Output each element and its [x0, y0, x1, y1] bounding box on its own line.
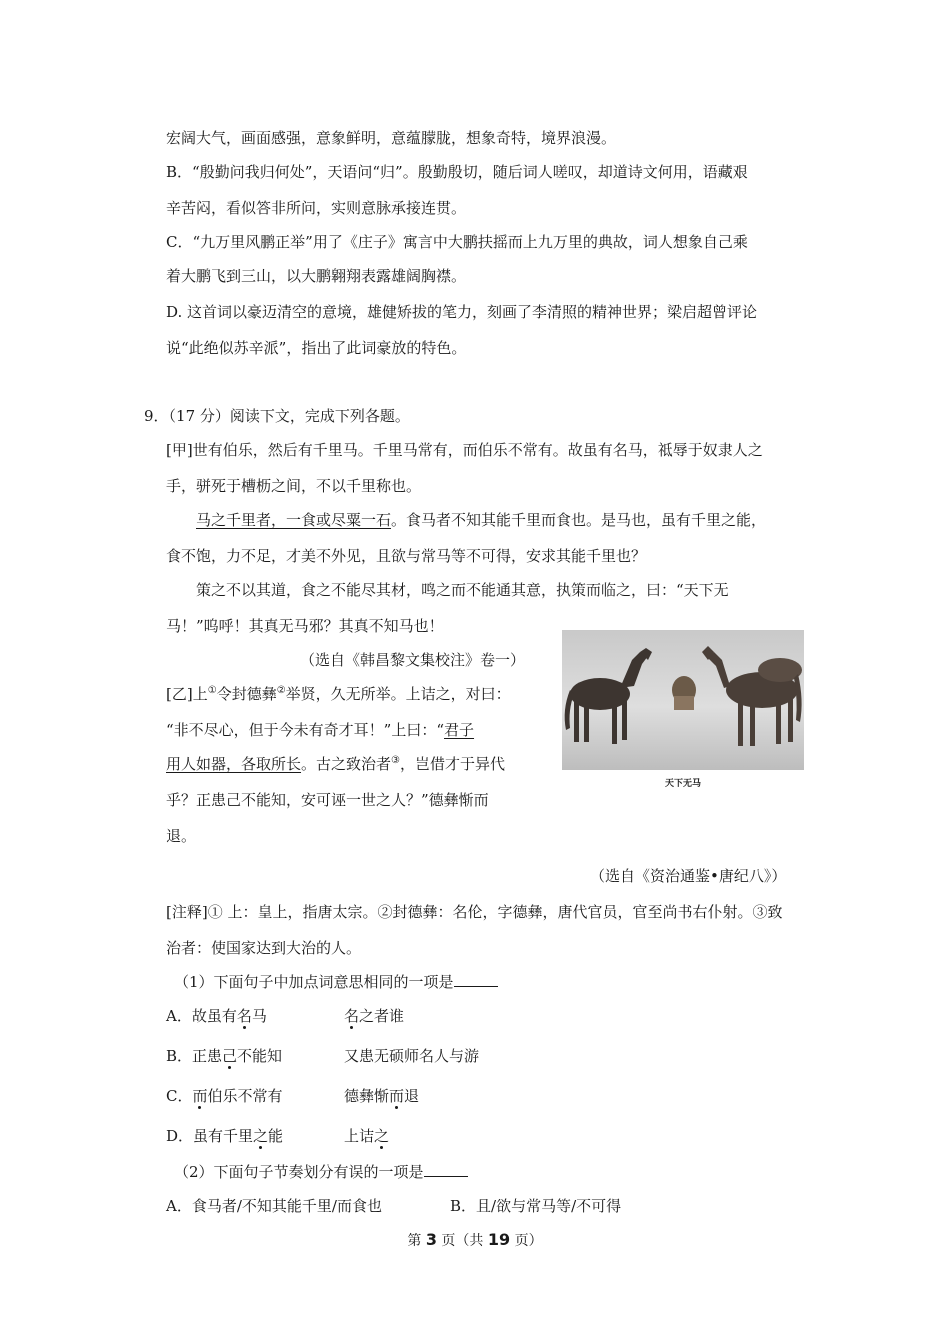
jia-source: （选自《韩昌黎文集校注》卷一） — [300, 651, 526, 669]
sub1-d-left-post: 能 — [268, 1127, 284, 1145]
sub1-a-left-post: 马 — [251, 1007, 267, 1025]
sub2-stem-text: （2）下面句子节奏划分有误的一项是 — [174, 1163, 424, 1181]
jia-para2-rest: 。食马者不知其能千里而食也。是马也，虽有千里之能， — [391, 511, 767, 529]
sub1-option-c-right — [344, 1086, 419, 1106]
sub1-option-d-right — [344, 1126, 389, 1146]
q8-option-c-line2: 着大鹏飞到三山，以大鹏翱翔表露雄阔胸襟。 — [166, 267, 467, 285]
yi-line4: 乎？正患己不能知，安可诬一世之人？”德彝惭而 — [166, 791, 489, 809]
yi-line3-c: ，岂借才于异代 — [400, 755, 506, 773]
q8-option-a-cont: 宏阔大气，画面感强，意象鲜明，意蕴朦胧，想象奇特，境界浪漫。 — [166, 129, 617, 147]
sub1-b-right-pre: 又患无硕师名人与游 — [344, 1047, 480, 1065]
jia-para1-line2: 手，骈死于槽枥之间，不以千里称也。 — [166, 477, 422, 495]
sub1-b-left-post: 不能知 — [237, 1047, 283, 1065]
horses-illustration-svg — [562, 630, 804, 792]
sub1-option-d-left — [166, 1126, 283, 1146]
q8-option-d-line1: D. 这首词以豪迈清空的意境，雄健矫拔的笔力，刻画了李清照的精神世界；梁启超曾评论 — [166, 303, 758, 321]
footer-post: 页） — [510, 1233, 543, 1249]
sub1-d-right-pre: 上诘 — [344, 1127, 375, 1145]
yi-line1-b: 令封德彝 — [216, 685, 277, 703]
page-footer — [0, 1230, 950, 1250]
sub1-c-right-post: 退 — [404, 1087, 420, 1105]
note-ref-2: ② — [276, 685, 286, 696]
yi-line5: 退。 — [166, 827, 197, 845]
yi-line1-a: [乙]上 — [166, 685, 208, 703]
footer-total-pages: 19 — [487, 1230, 511, 1249]
sub1-stem-text: （1）下面句子中加点词意思相同的一项是 — [174, 973, 454, 991]
q9-header: 9．（17 分）阅读下文，完成下列各题。 — [144, 407, 410, 425]
footer-page-number: 3 — [425, 1230, 437, 1249]
sub1-d-right-dotted-word: 之 — [374, 1127, 390, 1145]
yi-underlined-part1: 君子 — [444, 721, 475, 739]
yi-line3-b: 。古之致治者 — [301, 755, 392, 773]
yi-line2-a: “非不尽心，但于今未有奇才耳！”上曰：“ — [166, 721, 445, 739]
jia-underlined-sentence: 马之千里者，一食或尽粟一石 — [196, 511, 392, 529]
sub1-option-c-left — [166, 1086, 283, 1106]
sub1-b-left-pre: B．正患 — [166, 1047, 223, 1065]
sub1-stem — [174, 972, 498, 992]
footer-pre: 第 — [407, 1233, 426, 1249]
sub1-b-left-dotted-word: 己 — [222, 1047, 238, 1065]
sub2-option-b: B．且/欲与常马等/不可得 — [450, 1197, 622, 1215]
yi-line3 — [166, 754, 505, 774]
sub1-a-left-dotted-word: 名 — [236, 1007, 252, 1025]
sub1-c-left-dotted-word: 而 — [192, 1087, 208, 1105]
q8-option-b-line2: 辛苦闷，看似答非所问，实则意脉承接连贯。 — [166, 199, 467, 217]
illustration-caption: 天下无马 — [664, 779, 702, 789]
sub1-option-a-left — [166, 1006, 267, 1026]
notes-line1: [注释]① 上：皇上，指唐太宗。②封德彝：名伦，字德彝，唐代官员，官至尚书右仆射。③致 — [166, 903, 783, 921]
sub1-a-left-pre: A．故虽有 — [166, 1007, 237, 1025]
notes-line2: 治者：使国家达到大治的人。 — [166, 939, 362, 957]
jia-para3-line1: 策之不以其道，食之不能尽其材，鸣之而不能通其意，执策而临之，曰：“天下无 — [196, 581, 729, 599]
sub1-answer-blank — [454, 972, 498, 987]
sub2-answer-blank — [424, 1162, 468, 1177]
center-figure-shape — [672, 676, 696, 710]
q8-option-d-line2: 说“此绝似苏辛派”，指出了此词豪放的特色。 — [166, 339, 467, 357]
sub1-a-right-post: 之者谁 — [359, 1007, 405, 1025]
yi-line2 — [166, 720, 474, 740]
sub1-c-right-dotted-word: 而 — [389, 1087, 405, 1105]
sub1-option-b-left — [166, 1046, 282, 1066]
yi-source: （选自《资治通鉴•唐纪八》） — [590, 867, 787, 885]
note-ref-3: ③ — [391, 755, 400, 766]
sub2-stem — [174, 1162, 468, 1182]
sub1-c-right-pre: 德彝惭 — [344, 1087, 390, 1105]
jia-para1-line1: [甲]世有伯乐，然后有千里马。千里马常有，而伯乐不常有。故虽有名马，祗辱于奴隶人之 — [166, 441, 763, 459]
sub1-d-left-pre: D．虽有千里 — [166, 1127, 254, 1145]
jia-para2-line2: 食不饱，力不足，才美不外见，且欲与常马等不可得，安求其能千里也？ — [166, 547, 647, 565]
sub2-option-a: A．食马者/不知其能千里/而食也 — [166, 1197, 382, 1215]
q8-option-c-line1: C．“九万里风鹏正举”用了《庄子》寓言中大鹏扶摇而上九万里的典故，词人想象自己乘 — [166, 233, 748, 251]
yi-line1-c: 举贤，久无所举。上诘之，对曰： — [285, 685, 511, 703]
sub1-option-b-right — [344, 1046, 479, 1066]
sub1-a-right-dotted-word: 名 — [344, 1007, 360, 1025]
sub1-c-left-pre: C． — [166, 1087, 193, 1105]
sub1-option-a-right — [344, 1006, 404, 1026]
jia-para3-line2: 马！”呜呼！其真无马邪？其真不知马也！ — [166, 617, 444, 635]
sub1-c-left-post: 伯乐不常有 — [207, 1087, 283, 1105]
sub1-d-left-dotted-word: 之 — [253, 1127, 269, 1145]
yi-underlined-part2: 用人如器，各取所长 — [166, 755, 302, 773]
note-ref-1: ① — [207, 685, 217, 696]
q8-option-b-line1: B．“殷勤问我归何处”，天语问“归”。殷勤殷切，随后词人嗟叹，却道诗文何用，语藏艰 — [166, 163, 748, 181]
footer-mid: 页（共 — [436, 1233, 488, 1249]
jia-para2-line1 — [196, 510, 766, 530]
horses-illustration — [562, 630, 804, 792]
yi-line1 — [166, 684, 511, 704]
